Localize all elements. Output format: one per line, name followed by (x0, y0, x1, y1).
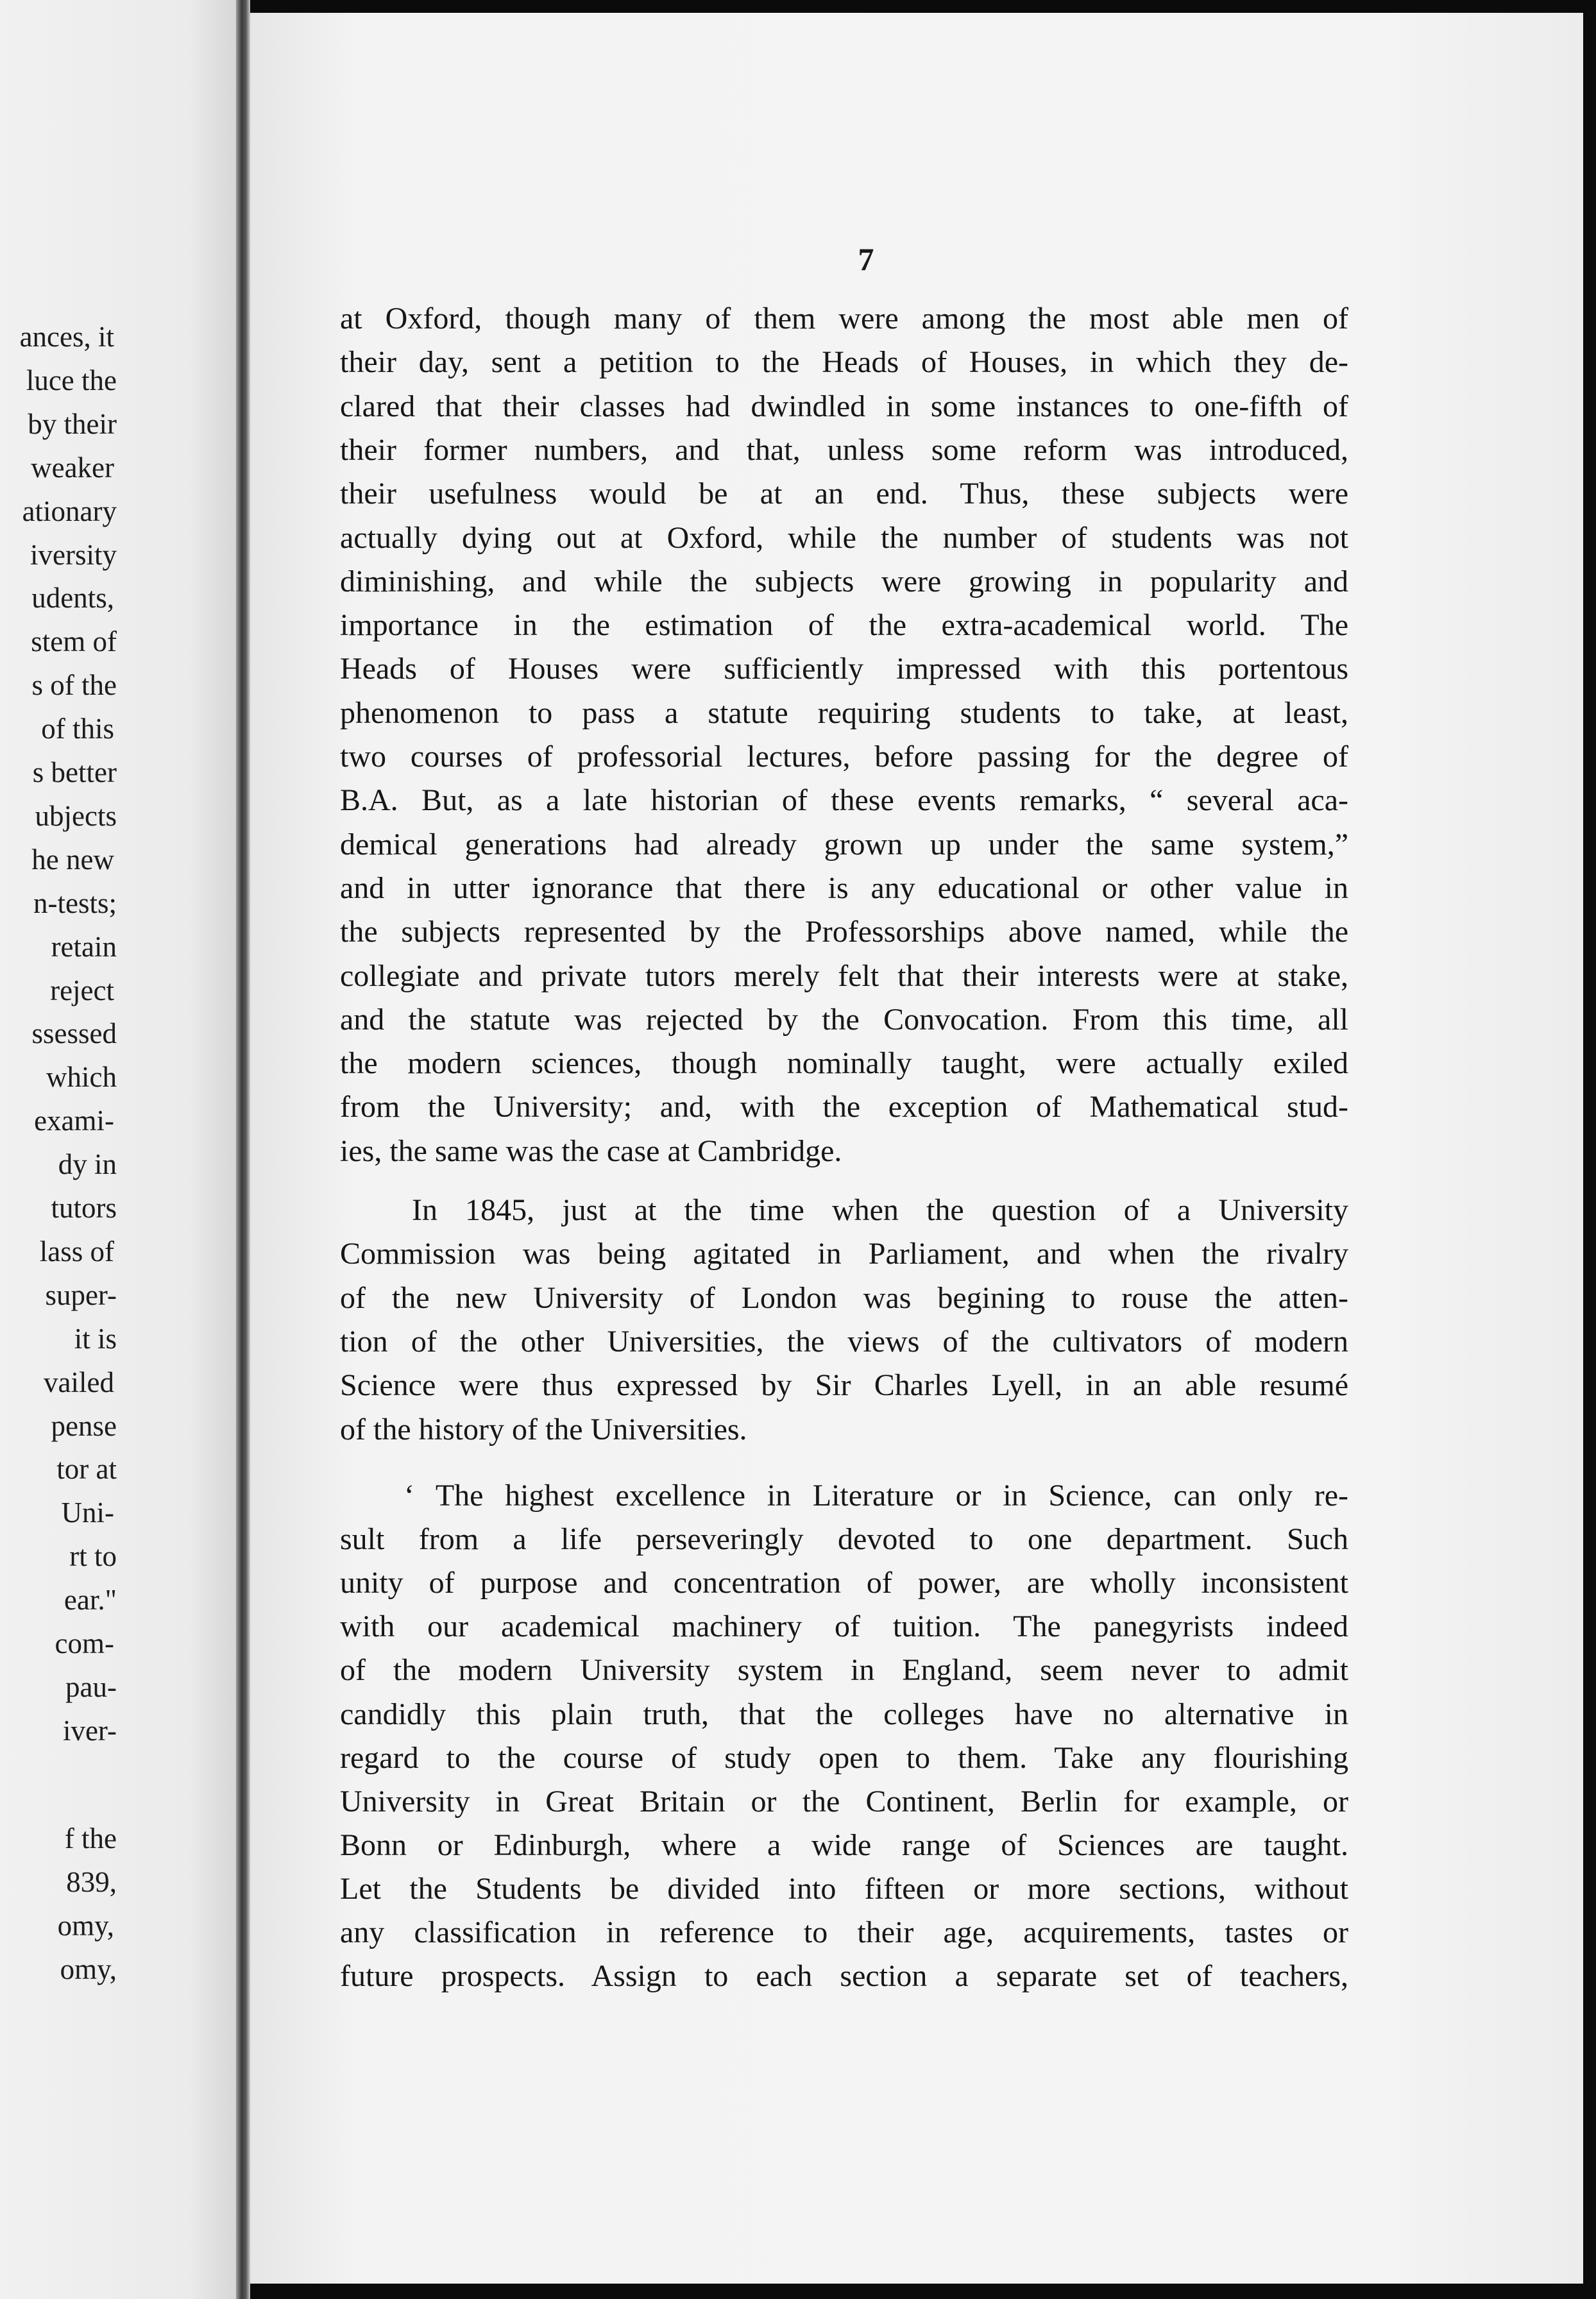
left-page-line: s better (32, 756, 117, 788)
body-text-line: clared that their classes had dwindled in some instances to one-fifth of (340, 389, 1348, 423)
left-page-line: iversity (30, 538, 117, 571)
body-text-line: actually dying out at Oxford, while the number of students was not (340, 520, 1348, 555)
body-text-line: sult from a life perseveringly devoted to one department. Such (340, 1522, 1348, 1557)
body-text-line: Let the Students be divided into fifteen or more sections, without (340, 1871, 1348, 1906)
body-text-line: demical generations had already grown up under the same system,” (340, 827, 1348, 861)
body-text-line: their former numbers, and that, unless some reform was introduced, (340, 432, 1348, 467)
body-text-line: the modern sciences, though nominally taught, were actually exiled (340, 1046, 1348, 1081)
left-page-line: tutors (51, 1192, 117, 1224)
body-text-line: their usefulness would be at an end. Thus, these subjects were (340, 477, 1348, 511)
left-page-line: stem of (31, 625, 117, 658)
body-text-line: ies, the same was the case at Cambridge. (340, 1133, 842, 1168)
left-page-line: it is (74, 1322, 117, 1355)
body-text-line: the subjects represented by the Professorships above named, while the (340, 915, 1348, 949)
body-text-line: at Oxford, though many of them were among the most able men of (340, 301, 1348, 335)
body-text-line: diminishing, and while the subjects were growing in popularity and (340, 564, 1348, 598)
body-text-line: of the modern University system in England, seem never to admit (340, 1653, 1348, 1688)
left-page-line: dy in (58, 1148, 117, 1181)
left-page-line: super- (45, 1278, 117, 1311)
left-page-line: retain (51, 930, 117, 963)
body-text-line: two courses of professorial lectures, before passing for the degree of (340, 740, 1348, 774)
left-page-line: s of the (31, 669, 117, 702)
body-text-line: future prospects. Assign to each section a separate set of teachers, (340, 1959, 1348, 1994)
left-page-line: exami- (34, 1105, 114, 1137)
left-page-line: 839, (66, 1865, 117, 1898)
left-page-line: omy, (57, 1909, 114, 1942)
left-page-line: by their (28, 407, 117, 440)
body-text-line: tion of the other Universities, the views of the cultivators of modern (340, 1324, 1348, 1359)
left-page-line: vailed (44, 1366, 114, 1398)
body-text-line: and in utter ignorance that there is any educational or other value in (340, 870, 1348, 905)
left-page-line: omy, (60, 1953, 117, 1985)
body-text-line: collegiate and private tutors merely felt that their interests were at stake, (340, 958, 1348, 993)
page-number: 7 (858, 241, 874, 277)
left-page-line: com- (55, 1627, 114, 1659)
left-page-line: ear." (64, 1584, 117, 1616)
body-text-line: of the new University of London was begining to rouse the atten- (340, 1280, 1348, 1315)
body-text-line: In 1845, just at the time when the question of a University (412, 1193, 1348, 1227)
body-text-line: University in Great Britain or the Continent, Berlin for example, or (340, 1784, 1348, 1819)
body-text-line: any classification in reference to their age, acquirements, tastes or (340, 1915, 1348, 1949)
body-text-line: from the University; and, with the exception of Mathematical stud- (340, 1090, 1348, 1124)
left-page-line: ances, it (19, 321, 114, 353)
left-page-line: pau- (65, 1670, 117, 1703)
body-text-line: regard to the course of study open to them. Take any flourishing (340, 1740, 1348, 1775)
body-text-line: and the statute was rejected by the Convocation. From this time, all (340, 1002, 1348, 1037)
left-page-line: Uni- (61, 1497, 114, 1529)
book-gutter (236, 0, 250, 2299)
body-text-line: B.A. But, as a late historian of these events remarks, “ several aca- (340, 783, 1348, 818)
left-page-line: ationary (22, 495, 117, 527)
body-text-line: with our academical machinery of tuition. The panegyrists indeed (340, 1609, 1348, 1644)
left-page-fragment (0, 0, 236, 2299)
left-page-line: which (46, 1061, 117, 1094)
body-text-line: Commission was being agitated in Parliament, and when the rivalry (340, 1237, 1348, 1271)
body-text-line: Bonn or Edinburgh, where a wide range of Sciences are taught. (340, 1828, 1348, 1862)
left-page-line: luce the (26, 364, 117, 396)
left-page-line: udents, (31, 582, 114, 615)
left-page-line: reject (50, 974, 114, 1006)
body-text-line: candidly this plain truth, that the colleges have no alternative in (340, 1697, 1348, 1731)
body-text-line: ‘ The highest excellence in Literature or in Science, can only re- (404, 1479, 1348, 1513)
body-text-line: of the history of the Universities. (340, 1412, 747, 1446)
body-text-line: Heads of Houses were sufficiently impressed with this portentous (340, 652, 1348, 686)
left-page-line: n-tests; (33, 887, 117, 919)
left-page-line: he new (31, 843, 114, 876)
body-text-line: Science were thus expressed by Sir Charles Lyell, in an able resumé (340, 1368, 1348, 1403)
left-page-line: tor at (56, 1453, 117, 1486)
left-page-line: rt to (69, 1540, 117, 1573)
body-text-line: importance in the estimation of the extra-academical world. The (340, 608, 1348, 643)
left-page-line: weaker (31, 451, 114, 484)
right-page (250, 13, 1583, 2284)
body-text-line: unity of purpose and concentration of power, are wholly inconsistent (340, 1566, 1348, 1600)
left-page-line: ssessed (31, 1017, 117, 1050)
left-page-line: iver- (62, 1714, 117, 1747)
left-page-line: pense (51, 1409, 117, 1442)
body-text-line: their day, sent a petition to the Heads of Houses, in which they de- (340, 345, 1348, 380)
left-page-line: ubjects (35, 799, 117, 832)
left-page-line: f the (64, 1822, 117, 1854)
left-page-line: lass of (39, 1235, 114, 1268)
body-text-line: phenomenon to pass a statute requiring students to take, at least, (340, 695, 1348, 730)
left-page-line: of this (41, 713, 114, 745)
